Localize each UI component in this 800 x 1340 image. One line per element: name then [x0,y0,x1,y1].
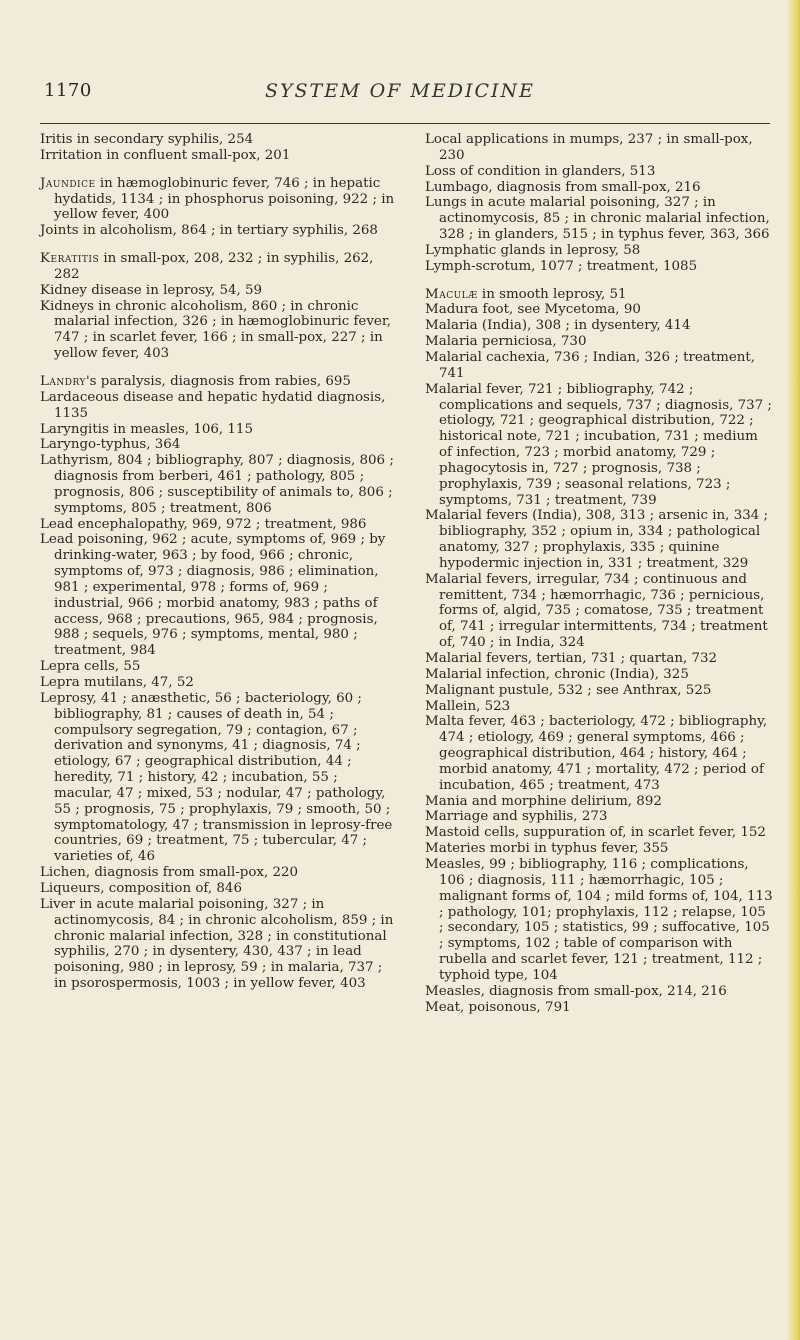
index-entry [40,422,398,438]
index-entry-text: Lead encephalopathy, 969, 972 ; treatment, 986 [40,516,367,532]
index-entry [425,1000,773,1016]
index-entry-text: Lungs in acute malarial poisoning, 327 ; in actinomycosis, 85 ; in chronic malarial infection, 328 ; in glanders, 515 ; in typhus fever, 363, 366 [425,195,770,243]
index-entry-text: Lepra cells, 55 [40,659,141,675]
index-entry [40,390,398,422]
index-entry [425,572,773,651]
index-section-lead: Landry [40,373,86,389]
index-section-lead: Jaundice [40,175,96,191]
index-entry-text: Malarial fevers, tertian, 731 ; quartan, 732 [425,651,718,666]
index-entry-text: Mania and morphine delirium, 892 [425,793,662,809]
index-entry-text: Meat, poisonous, 791 [425,999,571,1015]
index-column-left [40,132,398,992]
index-entry [425,841,773,857]
index-entry-text: Kidneys in chronic alcoholism, 860 ; in chronic malarial infection, 326 ; in hæmoglobinuric fever, 747 ; in scarlet fever, 166 ; in small-pox, 227 ; in yellow fever, 403 [40,298,392,362]
index-entry [40,176,398,224]
index-entry [40,374,398,390]
index-entry [425,651,773,667]
index-entry-text: Joints in alcoholism, 864 ; in tertiary syphilis, 268 [40,223,378,239]
index-entry [425,382,773,509]
index-entry [40,223,398,239]
index-entry [425,334,773,350]
index-entry-text: Marriage and syphilis, 273 [425,809,608,825]
index-entry-text: Local applications in mumps, 237 ; in small-pox, 230 [425,132,753,163]
index-entry [40,453,398,516]
index-entry [425,794,773,810]
index-entry [425,302,773,318]
page-number: 1170 [44,80,92,101]
index-entry-text: Malaria (India), 308 ; in dysentery, 414 [425,318,691,334]
index-entry [425,180,773,196]
index-entry-text: Malarial fever, 721 ; bibliography, 742 ; complications and sequels, 737 ; diagnosis, 737 ; etiology, 721 ; geographical distribution, 722 ; historical note, 721 ; incubation, 731 ; medium of infection, 723 ; morbid anatomy, 729 ; phagocytosis in, 727 ; prognosis, 738 ; prophylaxis, 739 ; seasonal relations, 723 ; symptoms, 731 ; treatment, 739 [425,381,772,508]
index-entry [40,691,398,865]
index-entry-text: Madura foot, see Mycetoma, 90 [425,302,641,318]
header-rule [40,123,770,124]
index-entry-text: Mallein, 523 [425,698,511,714]
index-entry-text: in smooth leprosy, 51 [477,286,627,302]
index-entry-text: 's paralysis, diagnosis from rabies, 695 [85,373,351,389]
index-column-right [425,132,773,1015]
index-entry-text: Materies morbi in typhus fever, 355 [425,841,669,857]
index-entry [40,251,398,283]
index-entry [425,350,773,382]
index-entry-text: Mastoid cells, suppuration of, in scarlet fever, 152 [425,825,766,841]
index-entry [425,287,773,303]
index-entry-text: Liqueurs, composition of, 846 [40,880,242,896]
index-entry-text: Malarial fevers, irregular, 734 ; continuous and remittent, 734 ; hæmorrhagic, 736 ; pernicious, forms of, algid, 735 ; comatose, 735 ; treatment of, 741 ; irregular intermittents, 734 ; treatment of, 740 ; in India, 324 [425,571,768,651]
index-entry [40,437,398,453]
index-entry [425,714,773,793]
running-title: SYSTEM OF MEDICINE [264,80,535,102]
index-entry-text: Malaria perniciosa, 730 [425,334,587,350]
index-entry-text: Malta fever, 463 ; bacteriology, 472 ; bibliography, 474 ; etiology, 469 ; general symptoms, 466 ; geographical distribution, 464 ; history, 464 ; morbid anatomy, 471 ; mortality, 472 ; period of incubation, 465 ; treatment, 473 [425,714,768,793]
index-entry [425,508,773,571]
section-gap [40,239,398,251]
index-entry [425,809,773,825]
index-entry [425,667,773,683]
index-entry [40,865,398,881]
index-entry [425,195,773,243]
index-entry [40,532,398,659]
index-entry-text: Lymphatic glands in leprosy, 58 [425,242,641,258]
index-entry-text: Malarial infection, chronic (India), 325 [425,666,689,682]
index-entry [40,299,398,362]
index-entry [40,675,398,691]
index-entry-text: Laryngo-typhus, 364 [40,437,181,453]
index-entry-text: in hæmoglobinuric fever, 746 ; in hepatic hydatids, 1134 ; in phosphorus poisoning, 922 ; in yellow fever, 400 [54,175,395,223]
index-entry [40,148,398,164]
index-section-lead: Keratitis [40,251,100,267]
index-entry [425,318,773,334]
index-entry-text: Lepra mutilans, 47, 52 [40,675,194,690]
index-entry-text: Leprosy, 41 ; anæsthetic, 56 ; bacteriology, 60 ; bibliography, 81 ; causes of death in, 54 ; compulsory segregation, 79 ; contagion, 67 ; derivation and synonyms, 41 ; diagnosis, 74 ; etiology, 67 ; geographical distribution, 44 ; heredity, 71 ; history, 42 ; incubation, 55 ; macular, 47 ; mixed, 53 ; nodular, 47 ; pathology, 55 ; prognosis, 75 ; prophylaxis, 79 ; smooth, 50 ; symptomatology, 47 ; transmission in leprosy-free countries, 69 ; treatment, 75 ; tubercular, 47 ; varieties of, 46 [40,690,393,865]
index-section-lead: Maculæ [425,286,478,302]
index-entry [425,683,773,699]
index-entry [425,132,773,164]
section-gap [40,362,398,374]
section-gap [425,275,773,287]
index-entry [425,259,773,275]
index-entry-text: in small-pox, 208, 232 ; in syphilis, 262, 282 [54,251,374,282]
index-entry-text: Kidney disease in leprosy, 54, 59 [40,282,263,298]
index-entry [40,659,398,675]
index-entry-text: Lichen, diagnosis from small-pox, 220 [40,865,299,881]
index-entry-text: Iritis in secondary syphilis, 254 [40,132,254,147]
index-entry-text: Malarial fevers (India), 308, 313 ; arsenic in, 334 ; bibliography, 352 ; opium in, 334 ; pathological anatomy, 327 ; prophylaxis, 335 ; quinine hypodermic injection in, 331 ; treatment, 329 [425,508,769,571]
index-entry-text: Malignant pustule, 532 ; see Anthrax, 525 [425,682,712,698]
index-entry-text: Lathyrism, 804 ; bibliography, 807 ; diagnosis, 806 ; diagnosis from berberi, 461 ; pathology, 805 ; prognosis, 806 ; susceptibility of animals to, 806 ; symptoms, 805 ; treatment, 806 [40,453,394,516]
index-entry [40,517,398,533]
index-entry [40,283,398,299]
index-entry [425,857,773,984]
index-entry-text: Measles, 99 ; bibliography, 116 ; complications, 106 ; diagnosis, 111 ; hæmorrhagic, 105 ; malignant forms of, 104 ; mild forms of, 104, 113 ; pathology, 101; prophylaxis, 112 ; relapse, 105 ; secondary, 105 ; statistics, 99 ; suffocative, 105 ; symptoms, 102 ; table of comparison with rubella and scarlet fever, 121 ; treatment, 112 ; typhoid type, 104 [425,856,773,983]
index-entry-text: Lardaceous disease and hepatic hydatid diagnosis, 1135 [40,389,386,421]
index-entry-text: Lumbago, diagnosis from small-pox, 216 [425,179,701,195]
index-entry-text: Malarial cachexia, 736 ; Indian, 326 ; treatment, 741 [425,349,756,381]
index-entry [425,243,773,259]
index-entry [40,897,398,992]
index-entry-text: Lymph-scrotum, 1077 ; treatment, 1085 [425,258,698,274]
index-entry [40,881,398,897]
index-entry [425,164,773,180]
index-entry-text: Lead poisoning, 962 ; acute, symptoms of, 969 ; by drinking-water, 963 ; by food, 966 ; chronic, symptoms of, 973 ; diagnosis, 986 ; elimination, 981 ; experimental, 978 ; forms of, 969 ; industrial, 966 ; morbid anatomy, 983 ; paths of access, 968 ; precautions, 965, 984 ; prognosis, 988 ; sequels, 976 ; symptoms, mental, 980 ; treatment, 984 [40,532,386,659]
index-entry-text: Measles, diagnosis from small-pox, 214, 216 [425,983,727,999]
page-edge [786,0,800,1340]
index-entry [425,699,773,715]
index-entry [425,825,773,841]
index-entry-text: Laryngitis in measles, 106, 115 [40,421,253,437]
index-entry-text: Irritation in confluent small-pox, 201 [40,147,291,163]
index-entry [40,132,398,148]
index-entry-text: Loss of condition in glanders, 513 [425,163,656,179]
section-gap [40,164,398,176]
index-entry [425,984,773,1000]
index-entry-text: Liver in acute malarial poisoning, 327 ; in actinomycosis, 84 ; in chronic alcoholism, 859 ; in chronic malarial infection, 328 ; in constitutional syphilis, 270 ; in dysentery, 430, 437 ; in lead poisoning, 980 ; in leprosy, 59 ; in malaria, 737 ; in psorospermosis, 1003 ; in yellow fever, 403 [40,896,394,992]
